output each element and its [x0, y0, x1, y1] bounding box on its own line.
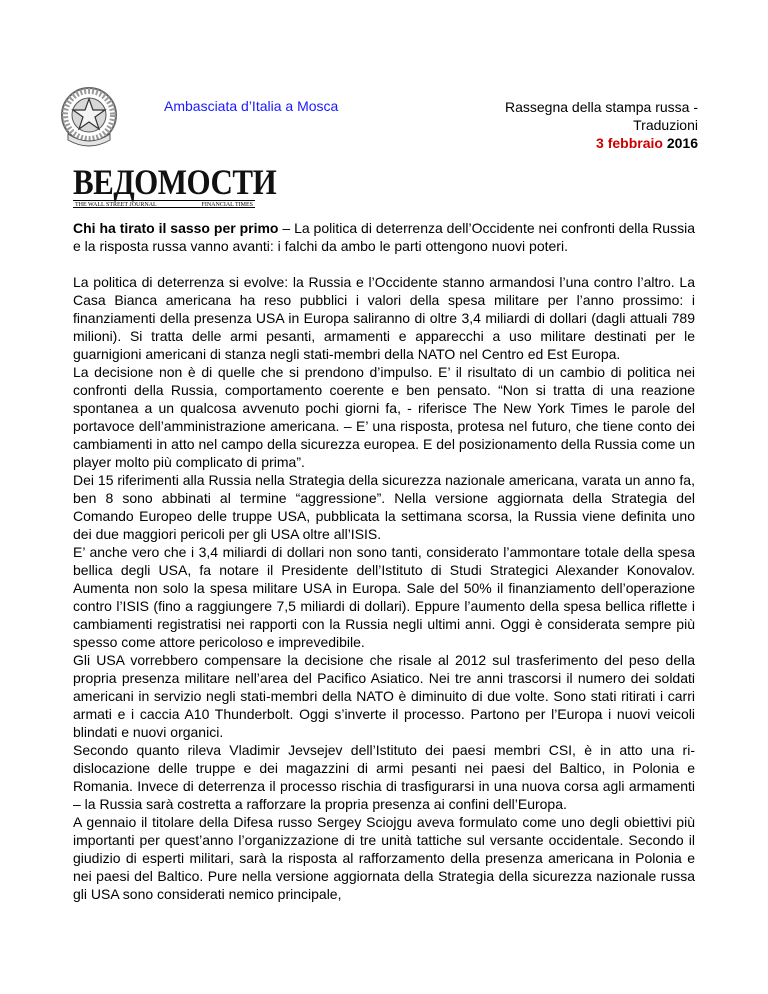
- paragraph: Secondo quanto rileva Vladimir Jevsejev dell’Istituto dei paesi membri CSI, è in atto una ri-dislocazione delle truppe e dei magazzini di armi pesanti nei paesi del Baltico, in Polonia e Romania. Invece di deterrenza il processo rischia di trasfigurarsi in una nuova corsa agli armamenti – la Russia sarà costretta a rafforzare la propria presenza ai confini dell’Europa.: [73, 742, 695, 812]
- date-day: 3 febbraio: [596, 135, 663, 151]
- review-date: [505, 134, 698, 152]
- paragraph: Gli USA vorrebbero compensare la decisione che risale al 2012 sul trasferimento del peso della propria presenza militare nell’area del Pacifico Asiatico. Nei tre anni trascorsi il numero dei soldati americani in servizio negli stati-membri della NATO è diminuito di due volte. Sono stati ritirati i carri armati e i caccia A10 Thunderbolt. Oggi s’inverte il processo. Partono per l’Europa i nuovi veicoli blindati e nuovi organici.: [73, 652, 695, 740]
- partner-ft: FINANCIAL TIMES: [201, 202, 253, 208]
- paragraph: La politica di deterrenza si evolve: la Russia e l’Occidente stanno armandosi l’una contro l’altro. La Casa Bianca americana ha reso pubblici i valori della spesa militare per l’anno prossimo: i finanziamenti della presenza USA in Europa saliranno di oltre 3,4 miliardi di dollari (dagli attuali 789 milioni). Si tratta delle armi pesanti, armamenti e apparecchi a uso militare destinati per le guarnigioni americani di stanza negli stati-membri della NATO nel Centro ed Est Europa.: [73, 274, 695, 362]
- article-headline: Chi ha tirato il sasso per primo: [73, 220, 279, 236]
- paragraph: La decisione non è di quelle che si prendono d’impulso. E’ il risultato di un cambio di politica nei confronti della Russia, comportamento coerente e ben pensato. “Non si tratta di una reazione spontanea a un qualcosa avvenuto pochi giorni fa, - riferisce The New York Times le parole del portavoce dell’amministrazione americana. – E’ una risposta, protesa nel futuro, che tiene conto dei cambiamenti in atto nel campo della sicurezza europea. E del posizionamento della Russia come un player molto più complicato di prima”.: [73, 364, 695, 470]
- article-body: [73, 219, 695, 903]
- embassy-name: Ambasciata d’Italia a Mosca: [164, 98, 339, 114]
- date-year: 2016: [666, 135, 698, 151]
- vedomosti-logo: [73, 161, 277, 209]
- article-subhead: – La politica di deterrenza dell’Occidente nei confronti della Russia e la risposta russa vanno avanti: i falchi da ambo le parti ottengono nuovi poteri.: [73, 220, 695, 254]
- partner-wsj: THE WALL STREET JOURNAL: [75, 202, 157, 208]
- partner-strip: [73, 200, 255, 208]
- paragraph: Dei 15 riferimenti alla Russia nella Strategia della sicurezza nazionale americana, varata un anno fa, ben 8 sono abbinati al termine “aggressione”. Nella versione aggiornata della Strategia del Comando Europeo delle truppe USA, pubblicata la settimana scorsa, la Russia viene definita uno dei due maggiori pericoli per gli USA oltre all’ISIS.: [73, 472, 695, 542]
- paragraph: E’ anche vero che i 3,4 miliardi di dollari non sono tanti, considerato l’ammontare totale della spesa bellica degli USA, fa notare il Presidente dell’Istituto di Studi Strategici Alexander Konovalov. Aumenta non solo la spesa militare USA in Europa. Sale del 50% il finanziamento dell’operazione contro l’ISIS (fino a raggiungere 7,5 miliardi di dollari). Eppure l’aumento della spesa bellica riflette i cambiamenti registratisi nei rapporti con la Russia negli ultimi anni. Oggi è considerata sempre più spesso come attore pericoloso e imprevedibile.: [73, 544, 695, 650]
- article-lead: [73, 219, 695, 255]
- paragraph: A gennaio il titolare della Difesa russo Sergey Sciojgu aveva formulato come uno degli obiettivi più importanti per quest’anno l’organizzazione di tre unità tattiche sul versante occidentale. Secondo il giudizio di esperti militari, sarà la risposta al rafforzamento della presenza americana in Polonia e nei paesi del Baltico. Pure nella versione aggiornata della Strategia della sicurezza nazionale russa gli USA sono considerati nemico principale,: [73, 814, 695, 902]
- italian-republic-emblem-icon: [54, 82, 124, 152]
- newspaper-title: ВЕДОМОСТИ: [73, 161, 277, 202]
- review-title: Rassegna della stampa russa -: [505, 99, 698, 115]
- review-subtitle: Traduzioni: [633, 117, 698, 133]
- review-header: [505, 98, 698, 152]
